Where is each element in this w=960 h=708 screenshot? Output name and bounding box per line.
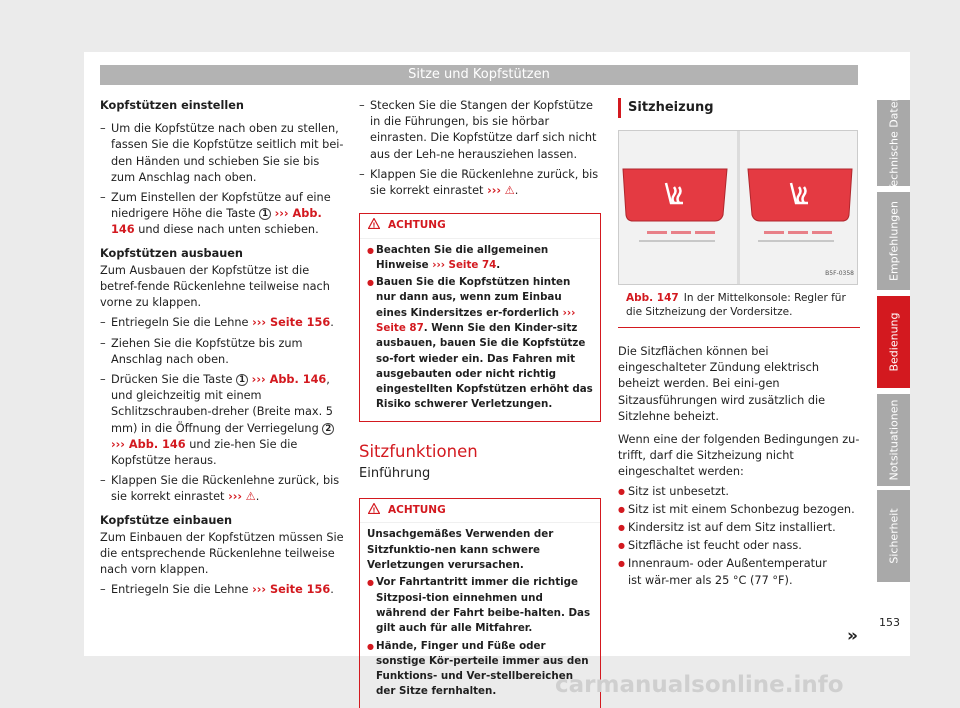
- warning-title: ! ACHTUNG: [360, 499, 600, 523]
- warning-item: ● Hände, Finger und Füße oder sonstige Kör-perteile immer aus den Funktions- und Ver-stellbereichen der Sitze fernhalten.: [367, 639, 593, 700]
- step: – Zum Einstellen der Kopfstütze auf eine niedrigere Höhe die Taste 1 ››› Abb. 146 und diese nach unten schieben.: [100, 190, 345, 239]
- subsection-title: Einführung: [359, 465, 431, 481]
- figure-link[interactable]: ››› Abb. 146: [251, 373, 327, 387]
- column-2: [359, 98, 601, 708]
- condition-item: ● Sitz ist mit einem Schonbezug bezogen.: [618, 502, 860, 518]
- step: – Entriegeln Sie die Lehne ››› Seite 156.: [100, 582, 345, 598]
- warning-item: ● Beachten Sie die allgemeinen Hinweise ››› Seite 74.: [367, 243, 593, 274]
- step: – Stecken Sie die Stangen der Kopfstütze in die Führungen, bis sie hörbar einrasten. Die Kopfstütze darf sich nicht aus der Leh-ne herausziehen lassen.: [359, 98, 601, 163]
- seat-heating-figure: [618, 130, 858, 285]
- warning-icon: [368, 218, 380, 229]
- warning-item: ● Bauen Sie die Kopfstützen hinten nur dann aus, wenn zum Einbau eines Kindersitzes er-forderlich ››› Seite 87. Wenn Sie den Kinder-sitz ausbauen, bauen Sie die Kopfstütze so-fort wieder ein. Das Fahren mit ausgebauten oder nicht richtig eingestellten Kopfstützen erhöht das Risiko schwerer Verletzungen.: [367, 275, 593, 413]
- paragraph: Wenn eine der folgenden Bedingungen zu-trifft, darf die Sitzheizung nicht eingeschaltet werden:: [618, 433, 860, 479]
- warning-icon: [368, 503, 380, 514]
- warning-icon: ⚠: [245, 490, 256, 504]
- figure-link[interactable]: ››› Abb. 146: [111, 437, 186, 451]
- figure-link[interactable]: ››› Abb. 146: [111, 207, 322, 237]
- warning-box: [359, 213, 601, 422]
- paragraph: Zum Einbauen der Kopfstützen müssen Sie die entsprechende Rückenlehne teilweise nach vorn klappen.: [100, 530, 344, 577]
- seat-heating-illustration: [619, 131, 857, 284]
- step: – Entriegeln Sie die Lehne ››› Seite 156.: [100, 315, 345, 331]
- figure-heading: Sitzheizung: [618, 98, 860, 118]
- step: – Ziehen Sie die Kopfstütze bis zum Anschlag nach oben.: [100, 336, 345, 368]
- condition-item: ● Sitz ist unbesetzt.: [618, 484, 860, 500]
- step: – Klappen Sie die Rückenlehne zurück, bis sie korrekt einrastet ››› ⚠.: [359, 167, 601, 199]
- heading-install: Kopfstütze einbauen: [100, 513, 233, 527]
- warning-text: Unsachgemäßes Verwenden der Sitzfunktio-nen kann schwere Verletzungen verursachen.: [367, 528, 554, 572]
- svg-text:!: !: [372, 506, 376, 515]
- continue-icon: »: [847, 626, 858, 646]
- figure-caption: Abb. 147 In der Mittelkonsole: Regler für die Sitzheizung der Vordersitze.: [618, 285, 860, 328]
- page-number: 153: [879, 616, 900, 629]
- figure-code: B5F-0358: [825, 269, 854, 277]
- warning-item: ● Vor Fahrtantritt immer die richtige Sitzposi-tion einnehmen und während der Fahrt beibe-halten. Das gilt auch für alle Mitfahrer.: [367, 575, 593, 636]
- watermark: carmanualsonline.info: [555, 672, 844, 698]
- page-link[interactable]: ››› Seite 156: [252, 316, 331, 330]
- heading-adjust: Kopfstützen einstellen: [100, 99, 244, 112]
- warning-title: ! ACHTUNG: [360, 214, 600, 238]
- condition-item: ● Sitzfläche ist feucht oder nass.: [618, 538, 860, 554]
- tab-technische-daten[interactable]: Technische Daten: [877, 100, 910, 186]
- tab-empfehlungen[interactable]: Empfehlungen: [877, 192, 910, 290]
- condition-item: ● Kindersitz ist auf dem Sitz installiert.: [618, 520, 860, 536]
- tab-notsituationen[interactable]: Notsituationen: [877, 394, 910, 486]
- warning-icon: ⚠: [504, 184, 515, 198]
- page-link[interactable]: ››› Seite 156: [252, 583, 331, 597]
- paragraph: Zum Ausbauen der Kopfstütze ist die betref-fende Rückenlehne teilweise nach vorne zu klappen.: [100, 263, 330, 310]
- step: – Klappen Sie die Rückenlehne zurück, bis sie korrekt einrastet ››› ⚠.: [100, 473, 345, 505]
- column-3: [618, 98, 860, 646]
- step: – Um die Kopfstütze nach oben zu stellen, fassen Sie die Kopfstütze seitlich mit bei-den Händen und schieben Sie sie bis zum Anschlag nach oben.: [100, 121, 345, 186]
- page-header: Sitze und Kopfstützen: [100, 65, 858, 85]
- step: – Drücken Sie die Taste 1 ››› Abb. 146, und gleichzeitig mit einem Schlitzschrauben-dreher (Breite max. 5 mm) in die Öffnung der Verriegelung 2 ››› Abb. 146 und zie-hen Sie die Kopfstütze heraus.: [100, 372, 345, 469]
- svg-text:!: !: [372, 221, 376, 230]
- paragraph: Die Sitzflächen können bei eingeschalteter Zündung elektrisch beheizt werden. Bei eini-gen Sitzausführungen wird zusätzlich die Sitzlehne beheizt.: [618, 345, 826, 423]
- tab-bedienung[interactable]: Bedienung: [877, 296, 910, 388]
- key-number: 1: [259, 208, 271, 220]
- section-title: Sitzfunktionen: [359, 441, 478, 461]
- tab-sicherheit[interactable]: Sicherheit: [877, 490, 910, 582]
- key-number: 1: [236, 374, 248, 386]
- heading-remove: Kopfstützen ausbauen: [100, 246, 243, 260]
- key-number: 2: [322, 423, 334, 435]
- column-1: [100, 98, 345, 606]
- condition-item: ● Innenraum- oder Außentemperatur ist wär-mer als 25 °C (77 °F).: [618, 556, 830, 588]
